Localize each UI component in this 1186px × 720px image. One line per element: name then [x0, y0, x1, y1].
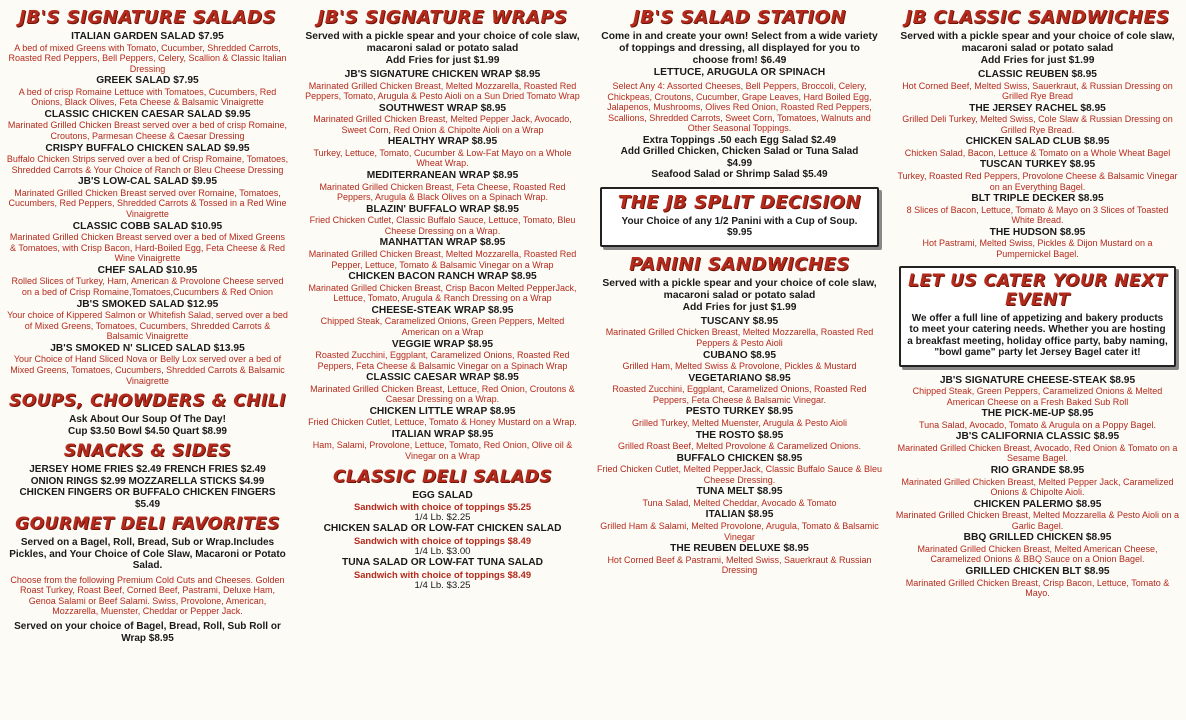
- soup-prices: Cup $3.50 Bowl $4.50 Quart $8.99: [68, 425, 227, 437]
- column-4: [889, 0, 1186, 720]
- signature-wraps-title: JB'S SIGNATURE WRAPS: [317, 7, 568, 28]
- salad-station-extra: $4.99: [726, 157, 753, 169]
- menu-item-description: Marinated Grilled Chicken Breast, Melted American Cheese, Caramelized Onions & BBQ Sauce on a Onion Bagel.: [917, 543, 1158, 565]
- menu-item-name: CUBANO $8.95: [702, 349, 777, 361]
- panini-intro-line: Served with a pickle spear and your choice of cole slaw,: [602, 277, 877, 289]
- deli-salads-title: CLASSIC DELI SALADS: [332, 466, 553, 487]
- menu-item-name: HEALTHY WRAP $8.95: [387, 136, 498, 148]
- menu-item-description: Grilled Roast Beef, Melted Provolone & Caramelized Onions.: [617, 441, 862, 452]
- menu-item-description: A bed of crisp Romaine Lettuce with Tomatoes, Cucumbers, Red Onions, Black Olives, Feta Cheese & Balsamic Vinaigrette: [18, 86, 277, 108]
- more-sandwiches-list: [895, 375, 1180, 599]
- split-decision-title: THE JB SPLIT DECISION: [617, 191, 862, 213]
- menu-item-name: GRILLED CHICKEN BLT $8.95: [965, 566, 1110, 578]
- wraps-list: [301, 69, 584, 462]
- menu-item-name: ITALIAN WRAP $8.95: [391, 428, 494, 440]
- snacks-line: JERSEY HOME FRIES $2.49 FRENCH FRIES $2.49: [29, 464, 266, 476]
- menu-item-price: 1/4 Lb. $3.00: [414, 545, 471, 557]
- menu-item-name: JB'S SMOKED SALAD $12.95: [76, 298, 219, 310]
- menu-item-description: Marinated Grilled Chicken Breast, Melted Mozzarella, Roasted Red Pepper, Lettuce, Tomato & Balsamic Vinegar on a Wrap: [308, 248, 577, 270]
- menu-item-description: Tuna Salad, Avocado, Tomato & Arugula on a Poppy Bagel.: [918, 419, 1156, 430]
- menu-item-description: Marinated Grilled Chicken Breast served over Romaine, Tomatoes, Cucumbers, Red Peppers, Shredded Carrots & Tossed in a Red Wine Vinaigrette: [8, 187, 287, 220]
- menu-item-description: Your Choice of Hand Sliced Nova or Belly Lox served over a bed of Mixed Greens, Tomatoes, Cucumbers, Shredded Carrots & Balsamic Vinaigrette: [10, 354, 285, 386]
- menu-item-description: Rolled Slices of Turkey, Ham, American & Provolone Cheese served on a bed of Crisp Romaine,Tomatoes,Cucumbers & Red Onion: [11, 276, 284, 297]
- split-decision-text: Your Choice of any 1/2 Panini with a Cup of Soup.: [621, 215, 858, 227]
- menu-item-description: Marinated Grilled Chicken Breast, Melted Pepper Jack, Avocado, Sweet Corn, Red Onion & Chipolte Aioli on a Wrap: [313, 114, 572, 135]
- menu-item-name: BBQ GRILLED CHICKEN $8.95: [963, 532, 1112, 544]
- menu-item-name: THE PICK-ME-UP $8.95: [981, 408, 1094, 420]
- deli-favorites-title: GOURMET DELI FAVORITES: [15, 514, 280, 535]
- panini-title: PANINI SANDWICHES: [629, 253, 850, 275]
- menu-item-description: Tuna Salad, Melted Cheddar, Avocado & Tomato: [642, 497, 837, 508]
- split-decision-box: [600, 187, 879, 247]
- menu-item-description: Marinated Grilled Chicken Breast served over a bed of Mixed Greens & Tomatoes, with Crisp Bacon, Hard-Boiled Egg, Feta Cheese & Red Wine Vinaigrette: [9, 232, 286, 264]
- snacks-line: ONION RINGS $2.99 MOZZARELLA STICKS $4.99: [30, 475, 265, 487]
- menu-item-name: CHICKEN LITTLE WRAP $8.95: [369, 405, 516, 417]
- classic-intro-line: macaroni salad or potato salad: [961, 43, 1114, 54]
- menu-item-description: Your choice of Kippered Salmon or Whitefish Salad, served over a bed of Mixed Greens, Tomatoes, Cucumbers, Shredded Carrots & Balsamic Vinaigrette: [7, 310, 288, 342]
- snacks-title: SNACKS & SIDES: [63, 441, 232, 462]
- menu-item-description: Marinated Grilled Chicken Breast, Avocado, Red Onion & Tomato on a Sesame Bagel.: [897, 442, 1178, 464]
- menu-item-sandwich-price: Sandwich with choice of toppings $8.49: [353, 534, 532, 546]
- menu-item-description: Marinated Grilled Chicken Breast, Crisp Bacon, Lettuce, Tomato & Mayo.: [905, 577, 1170, 599]
- menu-item-description: Grilled Ham, Melted Swiss & Provolone, Pickles & Mustard: [622, 361, 857, 372]
- menu-item-description: Ham, Salami, Provolone, Lettuce, Tomato, Red Onion, Olive oil & Vinegar on a Wrap: [312, 440, 573, 462]
- menu-item-name: JB'S SMOKED N' SLICED SALAD $13.95: [50, 342, 245, 354]
- menu-item-name: PESTO TURKEY $8.95: [685, 406, 794, 418]
- classic-intro-line: Served with a pickle spear and your choice of cole slaw,: [900, 31, 1175, 42]
- menu-item-name: THE REUBEN DELUXE $8.95: [670, 543, 809, 555]
- salad-station-intro-line: Come in and create your own! Select from a wide variety: [601, 31, 878, 42]
- deli-salads-list: [301, 490, 584, 591]
- menu-item-description: Marinated Grilled Chicken Breast, Lettuce, Red Onion, Croutons & Caesar Dressing on a Wrap.: [310, 383, 575, 405]
- menu-item-description: Roasted Zucchini, Eggplant, Caramelized Onions, Roasted Red Peppers, Feta Cheese & Balsamic Vinegar.: [612, 384, 867, 405]
- menu-item-name: CHEESE-STEAK WRAP $8.95: [371, 304, 514, 316]
- menu-item-name: BLT TRIPLE DECKER $8.95: [971, 193, 1104, 205]
- menu-item-name: TUSCANY $8.95: [700, 315, 779, 327]
- menu-item-name: THE HUDSON $8.95: [989, 226, 1086, 238]
- menu-item-description: Grilled Ham & Salami, Melted Provolone, Arugula, Tomato & Balsamic Vinegar: [600, 520, 879, 542]
- menu-item-description: Chipped Steak, Green Peppers, Caramelized Onions & Melted American Cheese on a Fresh Baked Sub Roll: [912, 386, 1163, 407]
- menu-item-sandwich-price: Sandwich with choice of toppings $8.49: [353, 568, 532, 580]
- salad-station-extra: Extra Toppings .50 each Egg Salad $2.49: [642, 134, 837, 146]
- cater-box: [899, 266, 1176, 367]
- menu-item-name: THE ROSTO $8.95: [695, 429, 784, 441]
- menu-item-name: CHICKEN BACON RANCH WRAP $8.95: [348, 271, 537, 283]
- menu-item-name: CLASSIC REUBEN $8.95: [978, 69, 1097, 80]
- menu-item-description: A bed of mixed Greens with Tomato, Cucumber, Shredded Carrots, Roasted Red Peppers, Bell Peppers, Celery, Scallion & Classic Italian Dressing: [8, 42, 287, 74]
- classic-intro-line: Add Fries for just $1.99: [980, 55, 1095, 66]
- menu-item-description: Fried Chicken Cutlet, Melted PepperJack, Classic Buffalo Sauce & Bleu Cheese Dressing.: [597, 464, 882, 485]
- menu-item-name: BLAZIN' BUFFALO WRAP $8.95: [366, 203, 519, 215]
- snacks-line: CHICKEN FINGERS OR BUFFALO CHICKEN FINGERS $5.49: [19, 487, 276, 510]
- panini-intro-line: macaroni salad or potato salad: [663, 289, 816, 301]
- wraps-intro-line: macaroni salad or potato salad: [366, 43, 519, 54]
- menu-item-name: CHICKEN PALERMO $8.95: [973, 498, 1102, 510]
- deli-choose: Choose from the following Premium Cold Cuts and Cheeses. Golden Roast Turkey, Roast Beef, Corned Beef, Pastrami, Deluxe Ham, Genoa Salami or Beef Salami. Swiss, Provolone, American, Mozzarella, Muenster, Cheddar or Pepper Jack.: [10, 574, 285, 617]
- salad-station-intro-line: of toppings and dressing, all displayed for you to: [619, 43, 860, 54]
- column-2: [295, 0, 590, 720]
- menu-item-name: MANHATTAN WRAP $8.95: [379, 237, 506, 249]
- menu-item-name: THE JERSEY RACHEL $8.95: [969, 102, 1106, 114]
- menu-item-name: JB'S CALIFORNIA CLASSIC $8.95: [955, 431, 1120, 443]
- signature-salads-title: JB'S SIGNATURE SALADS: [19, 7, 276, 28]
- menu-item-name: TUSCAN TURKEY $8.95: [979, 159, 1096, 171]
- menu-item-price: 1/4 Lb. $3.25: [414, 579, 471, 591]
- panini-list: [596, 316, 883, 576]
- column-1: [0, 0, 295, 720]
- menu-item-description: 8 Slices of Bacon, Lettuce, Tomato & Mayo on 3 Slices of Toasted White Bread.: [906, 204, 1169, 226]
- menu-item-description: Turkey, Roasted Red Peppers, Provolone Cheese & Balsamic Vinegar on an Everything Bagel.: [897, 170, 1178, 192]
- menu-item-name: CLASSIC CAESAR WRAP $8.95: [366, 372, 519, 384]
- salad-station-intro-line: choose from! $6.49: [692, 55, 787, 66]
- column-3: [590, 0, 889, 720]
- menu-item-name: CHICKEN SALAD CLUB $8.95: [965, 136, 1110, 148]
- menu-item-name: TUNA SALAD OR LOW-FAT TUNA SALAD: [342, 557, 543, 569]
- menu-item-description: Hot Pastrami, Melted Swiss, Pickles & Dijon Mustard on a Pumpernickel Bagel.: [922, 238, 1153, 259]
- menu-item-description: Roasted Zucchini, Eggplant, Caramelized Onions, Roasted Red Peppers, Feta Cheese & Balsamic Vinegar on a Spinach Wrap: [315, 350, 570, 371]
- menu-item-name: TUNA MELT $8.95: [696, 486, 783, 498]
- panini-intro: [596, 278, 883, 314]
- classic-sandwiches-title: JB CLASSIC SANDWICHES: [905, 7, 1170, 28]
- cater-title: LET US CATER YOUR NEXT EVENT: [908, 270, 1167, 310]
- menu-item-name: CHEF SALAD $10.95: [97, 264, 198, 276]
- menu-item-name: RIO GRANDE $8.95: [990, 465, 1085, 476]
- soup-of-day: Ask About Our Soup Of The Day!: [69, 414, 226, 426]
- deli-served: Served on your choice of Bagel, Bread, Roll, Sub Roll or Wrap $8.95: [14, 621, 281, 644]
- menu-item-name: JB'S SIGNATURE CHEESE-STEAK $8.95: [939, 374, 1136, 386]
- menu-item-name: CRISPY BUFFALO CHICKEN SALAD $9.95: [45, 142, 250, 154]
- menu-item-description: Chicken Salad, Bacon, Lettuce & Tomato on a Whole Wheat Bagel: [904, 147, 1171, 158]
- menu-item-description: Marinated Grilled Chicken Breast, Melted Mozzarella & Pesto Aioli on a Garlic Bagel.: [895, 510, 1180, 531]
- menu-item-name: CHICKEN SALAD OR LOW-FAT CHICKEN SALAD: [323, 523, 562, 535]
- menu-item-sandwich-price: Sandwich with choice of toppings $5.25: [353, 501, 532, 513]
- menu-item-description: Chipped Steak, Caramelized Onions, Green Peppers, Melted American on a Wrap: [320, 316, 565, 337]
- menu-item-name: GREEK SALAD $7.95: [96, 75, 199, 87]
- split-decision-price: $9.95: [726, 227, 753, 239]
- menu-item-name: EGG SALAD: [412, 489, 473, 501]
- menu-item-name: VEGGIE WRAP $8.95: [391, 338, 494, 350]
- soups-title: SOUPS, CHOWDERS & CHILI: [9, 391, 286, 412]
- menu-item-description: Hot Corned Beef & Pastrami, Melted Swiss, Sauerkraut & Russian Dressing: [607, 554, 872, 576]
- wraps-intro-line: Add Fries for just $1.99: [385, 55, 500, 66]
- menu-item-name: ITALIAN $8.95: [705, 509, 774, 521]
- salad-station-toppings: Select Any 4: Assorted Cheeses, Bell Peppers, Broccoli, Celery, Chickpeas, Croutons, Cucumber, Grape Leaves, Hard Boiled Egg, Jalapenos, Mushrooms, Olives Red Onion, Roasted Red Peppers, Scallions, Shredded Carrots, Sweet Corn, Tomatoes, Walnuts and Other Seasonal Toppings.: [607, 81, 872, 134]
- classic-sandwiches-intro: [895, 31, 1180, 67]
- menu-item-name: VEGETARIANO $8.95: [688, 372, 791, 384]
- salad-station-extra: Add Grilled Chicken, Chicken Salad or Tuna Salad: [620, 146, 859, 158]
- wraps-intro: [301, 31, 584, 67]
- menu-item-description: Hot Corned Beef, Melted Swiss, Sauerkraut, & Russian Dressing on Grilled Rye Bread: [902, 80, 1173, 102]
- menu-item-name: CLASSIC CHICKEN CAESAR SALAD $9.95: [44, 108, 251, 120]
- menu-item-description: Marinated Grilled Chicken Breast, Melted Pepper Jack, Caramelized Onions & Chipolte Aioli.: [901, 476, 1174, 498]
- classic-sandwiches-list: [895, 69, 1180, 260]
- menu-item-description: Marinated Grilled Chicken Breast, Melted Mozzarella, Roasted Red Peppers, Tomato, Arugula & Pesto Aioli on a Sun Dried Tomato Wrap: [305, 80, 580, 102]
- menu-item-name: ITALIAN GARDEN SALAD $7.95: [71, 31, 224, 42]
- panini-intro-line: Add Fries for just $1.99: [682, 301, 797, 313]
- salad-station-intro: [596, 31, 883, 79]
- signature-salads-list: [6, 31, 289, 386]
- menu-item-description: Marinated Grilled Chicken Breast, Crisp Bacon Melted PepperJack, Lettuce, Tomato, Arugula & Ranch Dressing on a Wrap: [308, 282, 577, 304]
- menu-item-name: JB'S SIGNATURE CHICKEN WRAP $8.95: [344, 69, 541, 80]
- menu-item-description: Marinated Grilled Chicken Breast served over a bed of crisp Romaine, Croutons, Parmesan Cheese & Caesar Dressing: [7, 120, 288, 142]
- menu-item-description: Grilled Deli Turkey, Melted Swiss, Cole Slaw & Russian Dressing on Grilled Rye Bread.: [902, 114, 1173, 135]
- menu-item-description: Grilled Turkey, Melted Muenster, Arugula & Pesto Aioli: [632, 417, 847, 428]
- menu-item-description: Marinated Grilled Chicken Breast, Feta Cheese, Roasted Red Peppers, Arugula & Black Olives on a Spinach Wrap.: [319, 181, 566, 203]
- salad-station-title: JB'S SALAD STATION: [632, 7, 847, 28]
- menu-item-name: CLASSIC COBB SALAD $10.95: [72, 220, 223, 232]
- menu-item-name: BUFFALO CHICKEN $8.95: [676, 452, 803, 464]
- wraps-intro-line: Served with a pickle spear and your choice of cole slaw,: [305, 31, 580, 42]
- menu-item-description: Fried Chicken Cutlet, Lettuce, Tomato & Honey Mustard on a Wrap.: [308, 417, 577, 428]
- menu-item-price: 1/4 Lb. $2.25: [414, 512, 471, 524]
- salad-station-extra: Seafood Salad or Shrimp Salad $5.49: [651, 169, 828, 181]
- menu-item-name: JB'S LOW-CAL SALAD $9.95: [77, 176, 218, 188]
- deli-intro: Served on a Bagel, Roll, Bread, Sub or Wrap.Includes Pickles, and Your Choice of Cole Slaw, Macaroni or Potato Salad.: [9, 537, 286, 572]
- menu-item-description: Marinated Grilled Chicken Breast, Melted Mozzarella, Roasted Red Peppers & Pesto Aioli: [605, 327, 874, 349]
- menu-item-name: SOUTHWEST WRAP $8.95: [378, 102, 507, 114]
- salad-station-intro-line: LETTUCE, ARUGULA OR SPINACH: [653, 67, 826, 78]
- menu-item-description: Buffalo Chicken Strips served over a bed of Crisp Romaine, Tomatoes, Shredded Carrots & Your Choice of Ranch or Bleu Cheese Dressing: [6, 154, 289, 175]
- cater-text: We offer a full line of appetizing and bakery products to meet your catering needs. Whether you are hosting a breakfast meeting, holiday office party, baby naming, "bowl game" party let Jersey Bagel cater it!: [907, 312, 1168, 359]
- menu-item-description: Fried Chicken Cutlet, Classic Buffalo Sauce, Lettuce, Tomato, Bleu Cheese Dressing on a Wrap.: [309, 215, 576, 236]
- menu-item-name: MEDITERRANEAN WRAP $8.95: [366, 170, 519, 182]
- menu-item-description: Turkey, Lettuce, Tomato, Cucumber & Low-Fat Mayo on a Whole Wheat Wrap.: [313, 147, 572, 169]
